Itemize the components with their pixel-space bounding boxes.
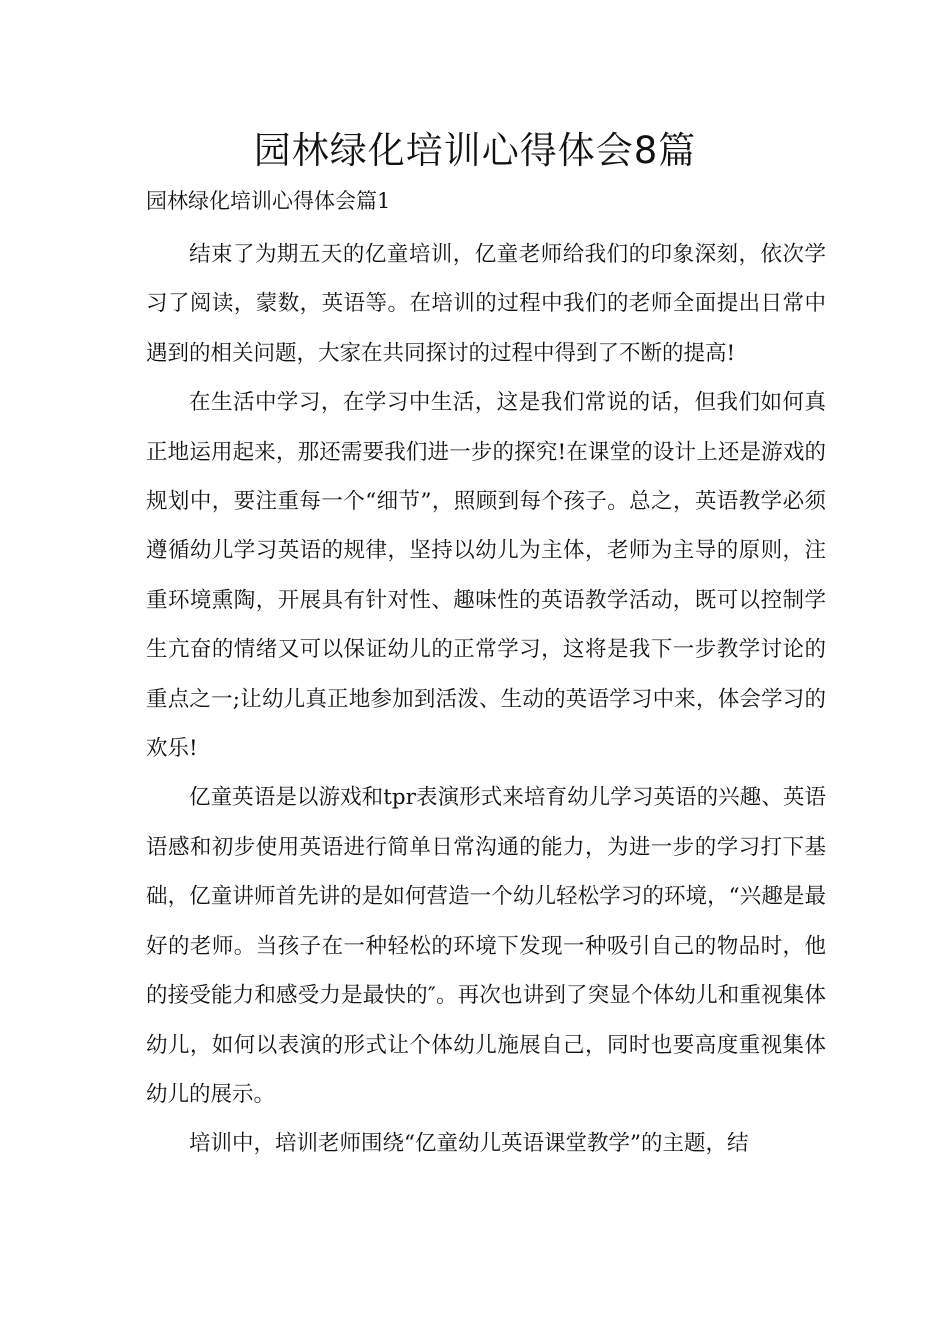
section-heading: 园林绿化培训心得体会篇1 <box>146 189 391 213</box>
paragraph-3: 亿童英语是以游戏和tpr表演形式来培育幼儿学习英语的兴趣、英语语感和初步使用英语进行简单日常沟通的能力，为进一步的学习打下基础，亿童讲师首先讲的是如何营造一个幼儿轻松学习的环境，“兴趣是最好的老师。当孩子在一种轻松的环境下发现一种吸引自己的物品时，他的接受能力和感受力是最快的″。再次也讲到了突显个体幼儿和重视集体幼儿，如何以表演的形式让个体幼儿施展自己，同时也要高度重视集体幼儿的展示。 <box>146 785 826 1107</box>
paragraph-1: 结束了为期五天的亿童培训，亿童老师给我们的印象深刻，依次学习了阅读，蒙数，英语等。在培训的过程中我们的老师全面提出日常中遇到的相关问题，大家在共同探讨的过程中得到了不断的提高! <box>146 242 826 366</box>
paragraph-4: 培训中，培训老师围绕“亿童幼儿英语课堂教学”的主题，结 <box>189 1131 749 1157</box>
document-title: 园林绿化培训心得体会8篇 <box>253 129 697 172</box>
document-body <box>146 230 826 1169</box>
paragraph-2: 在生活中学习，在学习中生活，这是我们常说的话，但我们如何真正地运用起来，那还需要我们进一步的探究!在课堂的设计上还是游戏的规划中，要注重每一个“细节”，照顾到每个孩子。总之，英语教学必须遵循幼儿学习英语的规律，坚持以幼儿为主体，老师为主导的原则，注重环境熏陶，开展具有针对性、趣味性的英语教学活动，既可以控制学生亢奋的情绪又可以保证幼儿的正常学习，这将是我下一步教学讨论的重点之一;让幼儿真正地参加到活泼、生动的英语学习中来，体会学习的欢乐! <box>146 390 826 762</box>
